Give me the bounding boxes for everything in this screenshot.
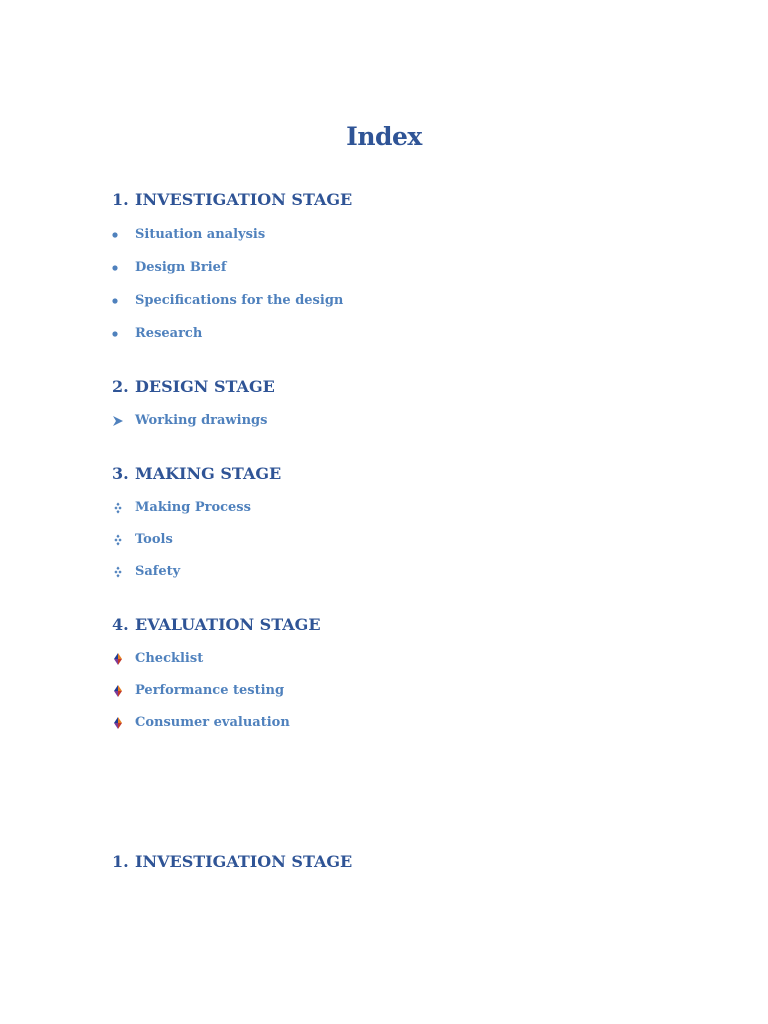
list-item-label: Making Process (135, 500, 251, 515)
list-item-label: Consumer evaluation (135, 715, 290, 730)
list-item (112, 259, 227, 277)
list-item-label: Situation analysis (135, 227, 266, 242)
section-title: MAKING STAGE (135, 464, 282, 483)
list-item (112, 531, 173, 549)
dot-bullet-icon (112, 259, 135, 277)
list-item (112, 682, 284, 700)
list-item (112, 292, 343, 310)
list-item-label: Design Brief (135, 260, 227, 275)
list-item (112, 226, 265, 244)
section-heading-evaluation (112, 615, 321, 635)
section-heading-investigation (112, 190, 352, 210)
section-title: DESIGN STAGE (135, 377, 275, 396)
dot-bullet-icon (112, 292, 135, 310)
list-item (112, 714, 290, 732)
list-item (112, 563, 180, 581)
section-number: 1. (112, 852, 129, 871)
section-title: EVALUATION STAGE (135, 615, 321, 634)
section-number: 2. (112, 377, 129, 396)
section-number: 1. (112, 190, 129, 209)
section-title: INVESTIGATION STAGE (135, 190, 353, 209)
list-item (112, 325, 202, 343)
diamond-bullet-icon (112, 531, 135, 549)
list-item-label: Checklist (135, 651, 204, 666)
section-heading-investigation-next (112, 852, 352, 872)
list-item (112, 650, 203, 668)
list-item-label: Safety (135, 564, 181, 579)
diamond-bullet-icon (112, 563, 135, 581)
list-item (112, 412, 267, 430)
section-heading-design (112, 377, 275, 397)
section-title: INVESTIGATION STAGE (135, 852, 353, 871)
list-item (112, 499, 251, 517)
diamond-bullet-icon (112, 499, 135, 517)
list-item-label: Tools (135, 532, 173, 547)
star-bullet-icon (112, 650, 135, 668)
arrow-bullet-icon (112, 412, 135, 430)
list-item-label: Performance testing (135, 683, 285, 698)
list-item-label: Working drawings (135, 413, 268, 428)
page-title: Index (346, 122, 422, 151)
dot-bullet-icon (112, 226, 135, 244)
dot-bullet-icon (112, 325, 135, 343)
star-bullet-icon (112, 714, 135, 732)
star-bullet-icon (112, 682, 135, 700)
list-item-label: Research (135, 326, 203, 341)
section-number: 3. (112, 464, 129, 483)
section-number: 4. (112, 615, 129, 634)
list-item-label: Specifications for the design (135, 293, 344, 308)
section-heading-making (112, 464, 281, 484)
